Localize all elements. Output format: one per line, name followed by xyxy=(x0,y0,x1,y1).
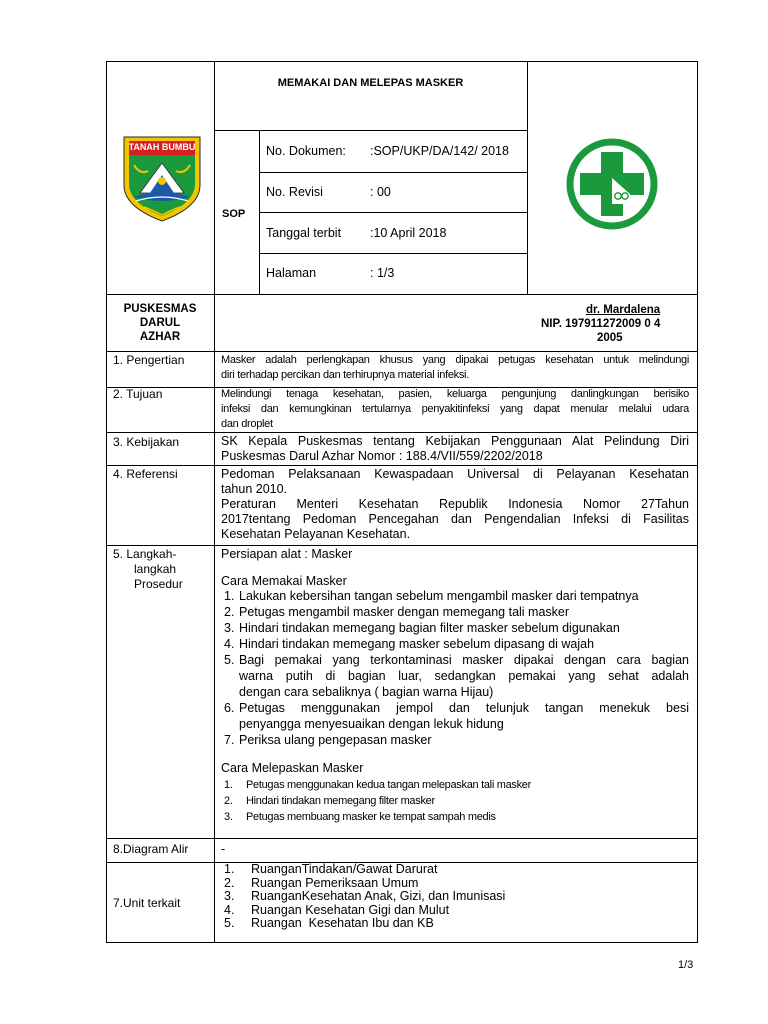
step-text: Hindari tindakan memegang masker sebelum dipasang di wajah xyxy=(239,637,595,651)
section-content-diagram: - xyxy=(221,842,226,856)
text-line: infeksi dan kemungkinan tertularnya penyakitinfeksi yang dapat menular melalui udara xyxy=(221,403,689,415)
section-content-referensi xyxy=(221,467,689,542)
step-num: 1. xyxy=(224,779,233,791)
section-label-unit: 7.Unit terkait xyxy=(113,896,181,910)
item-num: 3. xyxy=(224,889,235,903)
memakai-steps xyxy=(221,588,689,748)
health-cross-icon xyxy=(566,138,658,230)
list-item xyxy=(221,652,689,700)
step-num: 4. xyxy=(224,637,235,651)
section-content-pengertian xyxy=(221,353,689,383)
tanah-bumbu-logo xyxy=(120,135,204,223)
melepas-steps xyxy=(221,777,689,825)
puskesmas-logo xyxy=(566,138,658,230)
org-line-2: DARUL xyxy=(139,317,181,329)
text-line: tahun 2010. xyxy=(221,482,288,496)
sop-label: SOP xyxy=(222,208,246,220)
list-item xyxy=(221,917,689,931)
list-item xyxy=(221,732,689,748)
signer-nip-cont: 2005 xyxy=(597,332,623,344)
meta-value-tanggal-terbit: :10 April 2018 xyxy=(370,226,447,240)
item-num: 5. xyxy=(224,916,235,930)
step-num: 5. xyxy=(224,653,235,667)
text-line: Masker adalah perlengkapan khusus yang dipakai petugas kesehatan untuk melindungi xyxy=(221,354,689,366)
signer-name: dr. Mardalena xyxy=(586,304,661,316)
label-line: Prosedur xyxy=(134,577,183,591)
text-line: Puskesmas Darul Azhar Nomor : 188.4/VII/559/2202/2018 xyxy=(221,449,543,463)
list-item xyxy=(221,904,689,918)
memakai-title: Cara Memakai Masker xyxy=(221,574,347,588)
meta-label-no-revisi: No. Revisi xyxy=(266,185,323,199)
step-text: penyangga menyesuaikan dengan lekuk hidung xyxy=(239,717,504,731)
list-item xyxy=(221,890,689,904)
list-item xyxy=(221,809,689,825)
meta-label-no-dokumen: No. Dokumen: xyxy=(266,144,346,158)
item-text: Ruangan Kesehatan Ibu dan KB xyxy=(251,916,434,930)
org-name xyxy=(106,302,214,344)
step-text: Hindari tindakan memegang filter masker xyxy=(246,795,435,807)
item-num: 2. xyxy=(224,875,235,890)
list-item xyxy=(221,793,689,809)
list-item xyxy=(221,620,689,636)
text-line: Pedoman Pelaksanaan Kewaspadaan Universal di Pelayanan Kesehatan xyxy=(221,467,689,481)
meta-value-halaman: : 1/3 xyxy=(370,266,395,280)
step-num: 7. xyxy=(224,733,235,747)
list-item xyxy=(221,636,689,652)
step-text: Bagi pemakai yang terkontaminasi masker dipakai dengan cara bagian xyxy=(239,653,689,667)
step-num: 3. xyxy=(224,621,235,635)
step-text: warna putih di bagian luar, sedangkan pemakai yang sehat adalah xyxy=(239,669,689,683)
item-text: Ruangan Kesehatan Gigi dan Mulut xyxy=(251,902,450,917)
meta-value-no-dokumen: :SOP/UKP/DA/142/ 2018 xyxy=(370,144,509,158)
step-text: dengan cara sebaliknya ( bagian warna Hijau) xyxy=(239,685,494,699)
section-label-pengertian: 1. Pengertian xyxy=(113,353,185,367)
meta-label-halaman: Halaman xyxy=(266,266,317,280)
step-text: Petugas membuang masker ke tempat sampah medis xyxy=(246,811,496,823)
section-content-tujuan xyxy=(221,387,689,432)
logo-caption: TANAH BUMBU xyxy=(128,142,196,152)
step-num: 6. xyxy=(224,701,235,715)
step-text: Petugas menggunakan jempol dan telunjuk tangan menekuk besi xyxy=(239,701,689,715)
text-line: Peraturan Menteri Kesehatan Republik Indonesia Nomor 27Tahun xyxy=(221,497,689,511)
item-text: RuanganTindakan/Gawat Darurat xyxy=(251,862,438,876)
org-line-3: AZHAR xyxy=(139,331,181,343)
step-num: 2. xyxy=(224,795,233,807)
org-line-1: PUSKESMAS xyxy=(123,303,197,315)
page-number: 1/3 xyxy=(678,959,694,971)
step-text: Lakukan kebersihan tangan sebelum mengambil masker dari tempatnya xyxy=(239,589,639,603)
step-text: Petugas mengambil masker dengan memegang tali masker xyxy=(239,605,570,619)
step-text: Hindari tindakan memegang bagian filter masker sebelum digunakan xyxy=(239,621,620,635)
meta-value-no-revisi: : 00 xyxy=(370,185,391,199)
list-item xyxy=(221,863,689,877)
signer-nip: NIP. 197911272009 0 4 xyxy=(541,318,661,330)
text-line: dan droplet xyxy=(221,418,273,430)
step-num: 2. xyxy=(224,605,235,619)
item-num: 1. xyxy=(224,862,235,876)
section-label-referensi: 4. Referensi xyxy=(113,467,178,481)
text-line: Kesehatan Pelayanan Kesehatan. xyxy=(221,527,411,541)
item-text: Ruangan Pemeriksaan Umum xyxy=(251,875,419,890)
list-item xyxy=(221,700,689,732)
item-num: 4. xyxy=(224,902,235,917)
list-item xyxy=(221,877,689,891)
section-label-tujuan: 2. Tujuan xyxy=(113,387,163,401)
step-num: 3. xyxy=(224,811,233,823)
label-line: 5. Langkah- xyxy=(113,547,177,561)
list-item xyxy=(221,604,689,620)
step-text: Petugas menggunakan kedua tangan melepaskan tali masker xyxy=(246,779,531,791)
text-line: diri terhadap percikan dan terhirupnya material infeksi. xyxy=(221,369,469,381)
text-line: SK Kepala Puskesmas tentang Kebijakan Penggunaan Alat Pelindung Diri xyxy=(221,434,689,448)
label-line: langkah xyxy=(134,562,177,576)
text-line: Melindungi tenaga kesehatan, pasien, keluarga pengunjung danlingkungan berisiko xyxy=(221,388,689,400)
section-content-kebijakan xyxy=(221,434,689,464)
document-title: MEMAKAI DAN MELEPAS MASKER xyxy=(277,77,464,89)
list-item xyxy=(221,588,689,604)
step-num: 1. xyxy=(224,589,235,603)
list-item xyxy=(221,777,689,793)
unit-list xyxy=(221,863,689,931)
section-label-diagram: 8.Diagram Alir xyxy=(113,842,189,856)
text-line: 2017tentang Pedoman Pencegahan dan Pengendalian Infeksi di Fasilitas xyxy=(221,512,689,526)
meta-label-tanggal-terbit: Tanggal terbit xyxy=(266,226,342,240)
melepas-title: Cara Melepaskan Masker xyxy=(221,761,364,775)
persiapan-alat: Persiapan alat : Masker xyxy=(221,547,353,561)
section-label-prosedur xyxy=(113,547,183,592)
step-text: Periksa ulang pengepasan masker xyxy=(239,733,432,747)
section-label-kebijakan: 3. Kebijakan xyxy=(113,435,180,449)
item-text: RuanganKesehatan Anak, Gizi, dan Imunisasi xyxy=(251,889,506,903)
